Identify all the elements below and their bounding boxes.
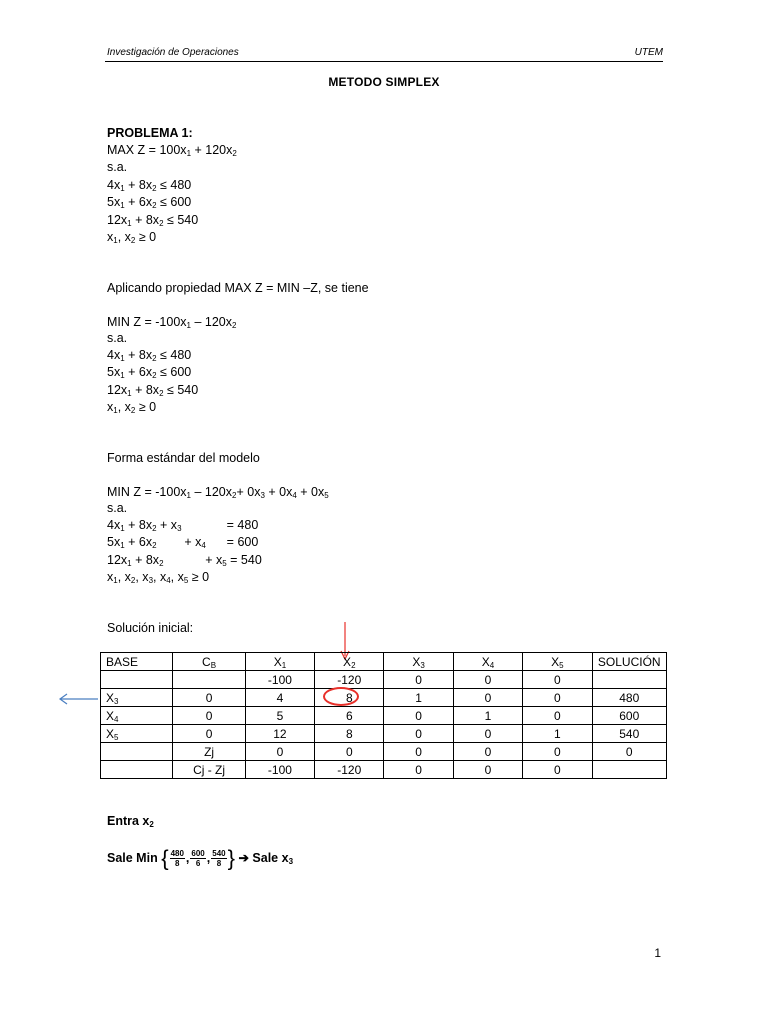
table-cell: 12 [245, 725, 314, 743]
page-number: 1 [654, 946, 661, 960]
header-cell: $X_1$ [245, 653, 314, 671]
header-left: Investigación de Operaciones [107, 47, 239, 58]
objective-min: MIN $Z = -100x_1 - 120x_2$ [107, 315, 237, 330]
constraint-1: $4x_1 + 8x_2 + x_3$ = 480 [107, 518, 259, 533]
header-cell: $X_4$ [453, 653, 522, 671]
property-text: Aplicando propiedad MAX Z = MIN –Z, se tiene [107, 281, 369, 295]
table-cell [592, 671, 666, 689]
constraint-2: $5x_1 + 6x_2 \le 600$ [107, 195, 192, 210]
table-cell: -100 [245, 671, 314, 689]
constraint-2: $5x_1 + 6x_2$ + $x_4$ = 600 [107, 535, 259, 550]
ratio-fraction: $\frac{540}{8}$ [212, 849, 226, 869]
header-cell: $C_B$ [173, 653, 245, 671]
table-cell: 0 [523, 671, 592, 689]
constraint-1: $4x_1 + 8x_2 \le 480$ [107, 178, 192, 193]
table-cell: 4 [245, 689, 314, 707]
left-brace: { [161, 845, 169, 871]
cost-row [101, 671, 667, 689]
constraint-2: $5x_1 + 6x_2 \le 600$ [107, 365, 192, 380]
nonnegativity: $x_1$, $x_2 \ge 0$ [107, 230, 157, 245]
pivot-circle [323, 687, 359, 706]
table-cell: 5 [245, 707, 314, 725]
constraint-3: $12x_1 + 8x_2 \le 540$ [107, 213, 199, 228]
table-cell: 540 [592, 725, 666, 743]
table-cell: 0 [245, 743, 314, 761]
constraint-3: $12x_1 + 8x_2 \le 540$ [107, 383, 199, 398]
objective-standard: MIN $Z = -100x_1 - 120x_2+ 0x_3 + 0x_4 + 0x_5$ [107, 485, 329, 500]
table-row [101, 689, 667, 707]
table-cell: 0 [173, 689, 245, 707]
objective-max: MAX $Z = 100x_1 + 120x_2$ [107, 143, 237, 158]
simplex-tableau [100, 652, 667, 779]
table-cell: 0 [315, 743, 384, 761]
table-cell: -100 [245, 761, 314, 779]
subject-to: s.a. [107, 501, 128, 515]
table-cell: 1 [523, 725, 592, 743]
subject-to: s.a. [107, 331, 128, 345]
header-cell: $X_5$ [523, 653, 592, 671]
table-header-row [101, 653, 667, 671]
table-cell [101, 671, 173, 689]
table-cell: 0 [173, 725, 245, 743]
header-cell: $X_2$ [315, 653, 384, 671]
table-cell: 0 [523, 689, 592, 707]
table-cell: 0 [523, 707, 592, 725]
table-cell: 0 [523, 743, 592, 761]
table-cell: 0 [384, 761, 453, 779]
table-cell: -120 [315, 761, 384, 779]
table-cell: Cj - Zj [173, 761, 245, 779]
table-cell: 0 [384, 725, 453, 743]
header-cell: SOLUCIÓN [592, 653, 666, 671]
table-cell: 0 [453, 761, 522, 779]
table-cell [592, 761, 666, 779]
ratio-fraction: $\frac{600}{6}$ [191, 849, 205, 869]
table-cell: 480 [592, 689, 666, 707]
subject-to: s.a. [107, 160, 128, 174]
leaving-arrow-icon [58, 692, 100, 706]
table-cell: Zj [173, 743, 245, 761]
table-cell [101, 761, 173, 779]
header-cell: $X_3$ [384, 653, 453, 671]
nonnegativity: $x_1$, $x_2$, $x_3$, $x_4$, $x_5 \ge 0$ [107, 570, 210, 585]
base-cell: $X_3$ [101, 689, 173, 707]
table-cell: 6 [315, 707, 384, 725]
table-cell: 600 [592, 707, 666, 725]
base-cell: $X_5$ [101, 725, 173, 743]
table-cell: 1 [384, 689, 453, 707]
table-cell: 0 [173, 707, 245, 725]
header-cell: BASE [101, 653, 173, 671]
zj-row [101, 743, 667, 761]
table-row [101, 707, 667, 725]
right-arrow-icon: ➔ [238, 851, 249, 865]
table-row [101, 725, 667, 743]
leaving-variable: Sale Min { $\frac{480}{8}$ , $\frac{600}{6}$ , $\frac{540}{8}$ } ➔ Sale $x_3$ [107, 845, 294, 871]
base-cell: $X_4$ [101, 707, 173, 725]
table-cell: 0 [453, 743, 522, 761]
table-cell: 0 [384, 743, 453, 761]
constraint-1: $4x_1 + 8x_2 \le 480$ [107, 348, 192, 363]
page-title: METODO SIMPLEX [328, 75, 440, 89]
table-cell [173, 671, 245, 689]
constraint-3: $12x_1 + 8x_2$ + $x_5 = 540$ [107, 553, 262, 568]
table-cell: 0 [384, 707, 453, 725]
table-cell: 0 [523, 761, 592, 779]
table-cell: 1 [453, 707, 522, 725]
nonnegativity: $x_1$, $x_2 \ge 0$ [107, 400, 157, 415]
table-cell: 8 [315, 725, 384, 743]
table-cell [101, 743, 173, 761]
entering-variable: Entra $x_2$ [107, 814, 154, 829]
table-cell: 0 [384, 671, 453, 689]
right-brace: } [227, 845, 235, 871]
table-cell: 0 [592, 743, 666, 761]
header-right: UTEM [634, 47, 663, 58]
header-rule [105, 61, 663, 62]
table-cell: 0 [453, 689, 522, 707]
table-cell: 0 [453, 725, 522, 743]
initial-heading: Solución inicial: [107, 621, 194, 635]
table-cell: -120 [315, 671, 384, 689]
standard-heading: Forma estándar del modelo [107, 451, 260, 465]
cj-zj-row [101, 761, 667, 779]
ratio-fraction: $\frac{480}{8}$ [170, 849, 184, 869]
pivot-cell: 8 [315, 689, 384, 707]
problem-heading: PROBLEMA 1: [107, 126, 193, 140]
table-cell: 0 [453, 671, 522, 689]
